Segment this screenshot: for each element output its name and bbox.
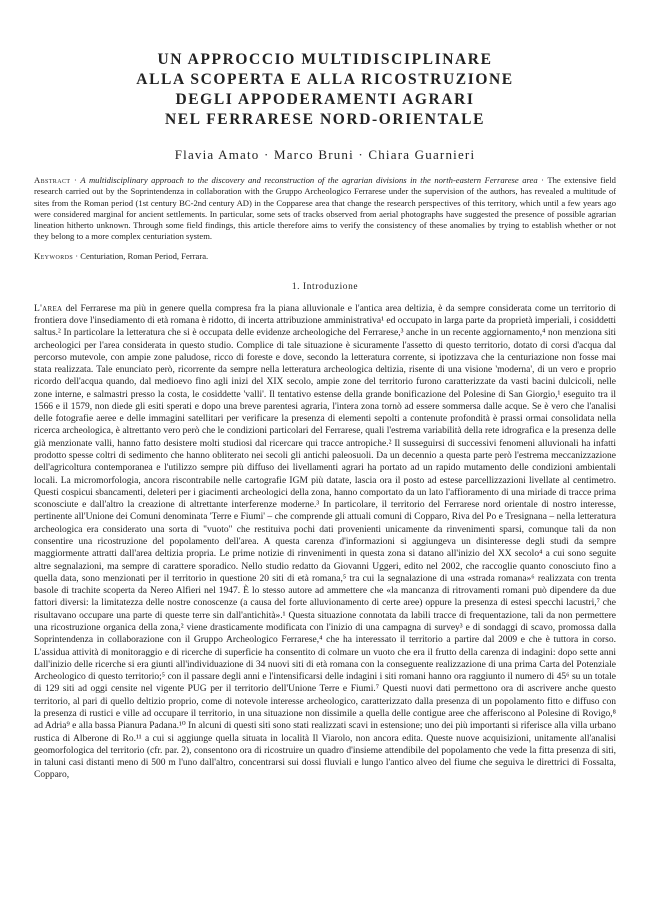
abstract: Abstract · A multidisciplinary approach to the discovery and reconstruction of the agrarian divisions in the north-eastern Ferrarese area · The extensive field research carried out by the Soprintendenza in collaboration with the Gruppo Archeologico Ferrarese under the supervision of the authors, has revealed a multitude of sites from the Roman period (1st century BC-2nd century AD) in the Copparese area that change the research perspectives of this territory, which until a few years ago were considered marginal for ancient settlements. In particular, some sets of tracks observed from aerial photographs have suggested the presence of possible agrarian lineation hitherto unknown. Through some field findings, this article therefore aims to verify the consistency of these anomalies by trying to establish whether or not they belong to a more complex centuriation system. (34, 175, 616, 242)
keywords: Keywords · Centuriation, Roman Period, Ferrara. (34, 251, 209, 262)
title-line-1: UN APPROCCIO MULTIDISCIPLINARE (157, 51, 493, 68)
body-paragraph (34, 303, 616, 782)
title-line-4: NEL FERRARESE NORD-ORIENTALE (164, 111, 486, 128)
keywords-text: Centuriation, Roman Period, Ferrara. (80, 251, 209, 262)
title-line-3: DEGLI APPODERAMENTI AGRARI (175, 91, 475, 108)
article-title (34, 50, 616, 130)
keywords-label: Keywords (34, 251, 74, 262)
body-text: del Ferrarese ma più in genere quella compresa fra la piana alluvionale e l'antica area deltizia, è da sempre considerata come un territorio di frontiera dove l'insediamento di età romana è ridotto, di incerta attribuzione amministrativa¹ ed occupato in larga parte da proprietà imperiali, i cosiddetti saltus.² In particolare la letteratura che si è occupata delle evidenze archeologiche del Ferrarese,³ anche in un recente aggiornamento,⁴ non menziona siti archeologici per l'area considerata in questo studio. Complice di tale situazione è sicuramente l'assetto di questo territorio, dotato di corsi d'acqua dal percorso mutevole, con ampie zone paludose, ricco di foreste e dove, secondo la letteratura corrente, si ipotizzava che la centuriazione non fosse mai stata realizzata. Tale enunciato però, ricorrente da sempre nella letteratura archeologica deltizia, risente di una visione 'moderna', di un vero e proprio ricordo dell'acqua quando, dal medioevo fino agli inizi del XIX secolo, ampie zone del territorio furono caratterizzate da vasti bacini dulcicoli, nelle zone interne, e salmastri presso la costa, le cosiddette 'valli'. Il tentativo estense della grande bonificazione del Polesine di San Giorgio,¹ eseguito tra il 1566 e il 1579, non diede gli esiti sperati e dopo una breve parentesi agraria, l'intera zona tornò ad essere sommersa dalle acque. Se è vero che l'analisi delle fotografie aeree e delle immagini satellitari per verificare la presenza di elementi sepolti a contenute profondità è prassi ormai consolidata nella ricerca archeologica, è altrettanto vero però che le condizioni particolari del Ferrarese, quali l'estrema variabilità della rete idrografica e la presenza delle già menzionate valli, hanno fatto desistere molti studiosi dal ricercare qui tracce antropiche.² Il susseguirsi di successivi fenomeni alluvionali ha infatti prodotto spesse coltri di sedimento che hanno obliterato nei secoli gli antichi paleosuoli. Da un decennio a questa parte però l'estrema meccanizzazione dell'agricoltura contemporanea e l'utilizzo sempre più diffuso dei livellamenti agrari ha portato ad un rapido mutamento delle condizioni ambientali locali. La micromorfologia, ancora riscontrabile nelle cartografie IGM più datate, lascia ora il posto ad estese parcellizzazioni livellate al centimetro. Questi cospicui sbancamenti, deleteri per i giacimenti archeologici della zona, hanno comportato da un lato l'affioramento di una miriade di tracce prima sconosciute e dall'altro la creazione di altrettante interferenze moderne.³ In particolare, il territorio del Ferrarese nord orientale di nostro interesse, pertinente all'Unione dei Comuni denominata 'Terre e Fiumi' – che comprende gli attuali comuni di Copparo, Riva del Po e Tresignana – nella letteratura archeologica era considerato una sorta di "vuoto" che restituiva pochi dati provenienti unicamente da rinvenimenti sparsi, comunque tali da non consentire una ricostruzione del popolamento dell'area. A questa carenza d'informazioni si aggiungeva un disinteresse degli studi da sempre maggiormente attratti dall'area deltizia propria. Le prime notizie di rinvenimenti in questa zona si datano all'inizio del XX secolo⁴ a cui sono seguite altre segnalazioni, ma sempre di carattere sporadico. Nello studio redatto da Giovanni Uggeri, edito nel 2002, che raccoglie quanto conosciuto fino a quella data, sono menzionati per il territorio in questione 20 siti di età romana,⁵ tra cui la segnalazione di una «strada romana»⁶ realizzata con trenta basole di trachite scoperta da Nereo Alfieri nel 1947. È lo stesso autore ad ammettere che «la mancanza di ritrovamenti romani può dipendere da due fattori diversi: la limitatezza delle nostre conoscenze (a causa del forte alluvionamento di certe aree) oppure la presenza di estesi specchi lacustri,⁷ che risultavano occupare una parte di queste terre sin dall'antichità».¹ Questa situazione connotata da labili tracce di frequentazione, tali da non permettere una ricostruzione organica della zona,² viene drasticamente modificata con l'inizio di una campagna di survey³ e di sondaggi di scavo, promossa dalla Soprintendenza in collaborazione con il Gruppo Archeologico Ferrarese,⁴ che ha interessato il territorio a partire dal 2009 e che è tuttora in corso. L'assidua attività di monitoraggio e di ricerche di superficie ha consentito di colmare un vuoto che era il frutto della carenza di indagini: dopo sette anni dall'inizio delle ricerche si era giunti all'individuazione di 34 nuovi siti di età romana con la conseguente realizzazione di una prima Carta del Potenziale Archeologico di questo territorio;⁵ con il passare degli anni e l'intensificarsi delle indagini i siti romani hanno ora raggiunto il numero di 45⁶ su un totale di 129 siti ad oggi censite nel vigente PUG per il territorio dell'Unione Terre e Fiumi.⁷ Questi nuovi dati permettono ora di ascrivere anche questo territorio, al pari di quello deltizio proprio, come di notevole interesse archeologico, caratterizzato dalla presenza di un popolamento fitto e diffuso con la presenza di rustici e ville ad occupare il territorio, in una situazione non dissimile a quella delle contigue aree che afferiscono al Polesine di Rovigo,⁸ ad Adria⁹ e alla bassa Pianura Padana.¹⁰ In alcuni di questi siti sono stati realizzati scavi in estensione; uno dei più importanti si riferisce alla villa urbano rustica di Alberone di Ro.¹¹ a cui si aggiunge quella situata in località Il Viarolo, non ancora edita. Queste nuove acquisizioni, unitamente all'analisi geomorfologica del territorio (cfr. par. 2), consentono ora di ricostruire un quadro d'insieme attendibile del popolamento che vede la fitta presenza di siti, in taluni casi distanti meno di 500 m l'uno dall'altro, concentrarsi sui dossi fluviali e lungo l'antico alveo del fiume che seguiva le direttrici di Fossalta, Copparo, (34, 303, 616, 781)
abstract-text: The extensive field research carried out by the Soprintendenza in collaboration with the Gruppo Archeologico Ferrarese under the supervision of the authors, has revealed a multitude of sites from the Roman period (1st century BC-2nd century AD) in the Copparese area that change the research perspectives of this territory, which until a few years ago were considered marginal for ancient settlements. In particular, some sets of tracks observed from aerial photographs have suggested the presence of possible agrarian lineation hitherto unknown. Through some field findings, this article therefore aims to verify the consistency of these anomalies by trying to establish whether or not they belong to a more complex centuriation system. (34, 175, 616, 242)
abstract-lead: A multidisciplinary approach to the discovery and reconstruction of the agrarian divisions in the north-eastern Ferrarese area (80, 175, 538, 185)
section-heading: 1. Introduzione (291, 281, 359, 292)
body-first-word: L'area (34, 303, 63, 314)
authors: Flavia Amato · Marco Bruni · Chiara Guarnieri (174, 147, 476, 162)
title-line-2: ALLA SCOPERTA E ALLA RICOSTRUZIONE (136, 71, 514, 88)
abstract-label: Abstract (34, 175, 71, 185)
